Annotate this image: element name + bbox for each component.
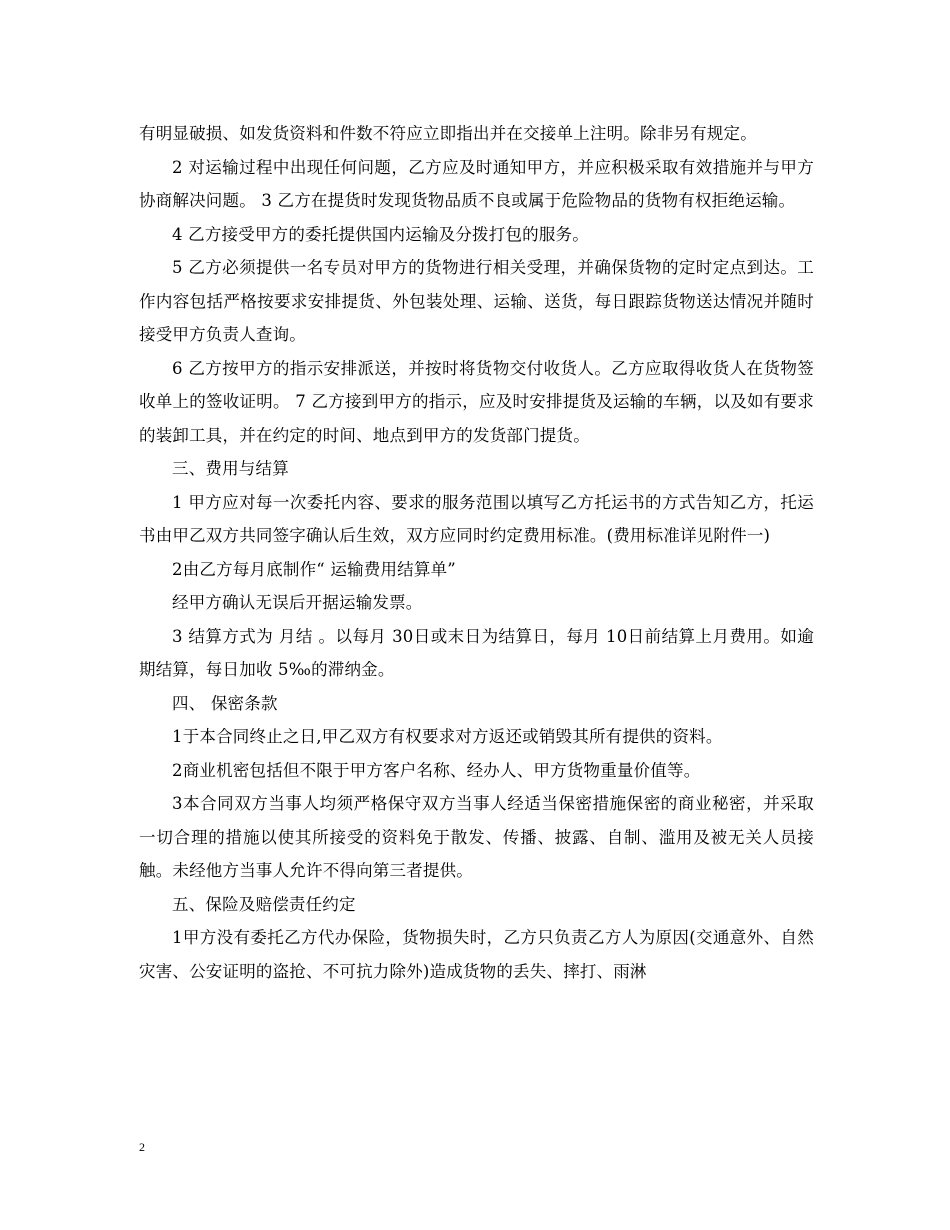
paragraph: 1甲方没有委托乙方代办保险，货物损失时，乙方只负责乙方人为原因(交通意外、自然灾害、公安证明的盗抢、不可抗力除外)造成货物的丢失、摔打、雨淋 <box>139 928 814 981</box>
section-heading: 四、 保密条款 <box>172 693 278 713</box>
paragraph: 3本合同双方当事人均须严格保守双方当事人经适当保密措施保密的商业秘密，并采取一切合理的措施以使其所接受的资料免于散发、传播、披露、自制、滥用及被无关人员接触。未经他方当事人允许不得向第三者提供。 <box>139 794 814 880</box>
paragraph: 2商业机密包括但不限于甲方客户名称、经办人、甲方货物重量价值等。 <box>172 760 701 780</box>
page-number: 2 <box>139 1140 145 1154</box>
section-heading: 三、费用与结算 <box>172 459 289 478</box>
paragraph: 经甲方确认无误后开据运输发票。 <box>172 593 423 612</box>
section-heading: 五、保险及赔偿责任约定 <box>172 894 356 914</box>
paragraph: 3 结算方式为 月结 。以每月 30日或末日为结算日，每月 10日前结算上月费用。如逾期结算，每日加收 5‰的滞纳金。 <box>139 626 814 679</box>
paragraph: 1于本合同终止之日,甲乙双方有权要求对方返还或销毁其所有提供的资料。 <box>172 727 723 746</box>
paragraph: 2由乙方每月底制作“ 运输费用结算单” <box>172 559 456 579</box>
paragraph: 5 乙方必须提供一名专员对甲方的货物进行相关受理，并确保货物的定时定点到达。工作内容包括严格按要求安排提货、外包装处理、运输、送货，每日跟踪货物送达情况并随时接受甲方负责人查询。 <box>139 258 814 344</box>
paragraph: 6 乙方按甲方的指示安排派送，并按时将货物交付收货人。乙方应取得收货人在货物签收单上的签收证明。 7 乙方接到甲方的指示，应及时安排提货及运输的车辆，以及如有要求的装卸工具，并在约定的时间、地点到甲方的发货部门提货。 <box>139 358 814 445</box>
paragraph: 1 甲方应对每一次委托内容、要求的服务范围以填写乙方托运书的方式告知乙方，托运书由甲乙双方共同签字确认后生效，双方应同时约定费用标准。(费用标准详见附件一) <box>139 492 814 545</box>
document-body <box>139 117 814 988</box>
paragraph: 4 乙方接受甲方的委托提供国内运输及分拨打包的服务。 <box>172 224 589 244</box>
paragraph: 2 对运输过程中出现任何问题，乙方应及时通知甲方，并应积极采取有效措施并与甲方协商解决问题。 3 乙方在提货时发现货物品质不良或属于危险物品的货物有权拒绝运输。 <box>139 157 814 210</box>
paragraph: 有明显破损、如发货资料和件数不符应立即指出并在交接单上注明。除非另有规定。 <box>139 124 757 143</box>
